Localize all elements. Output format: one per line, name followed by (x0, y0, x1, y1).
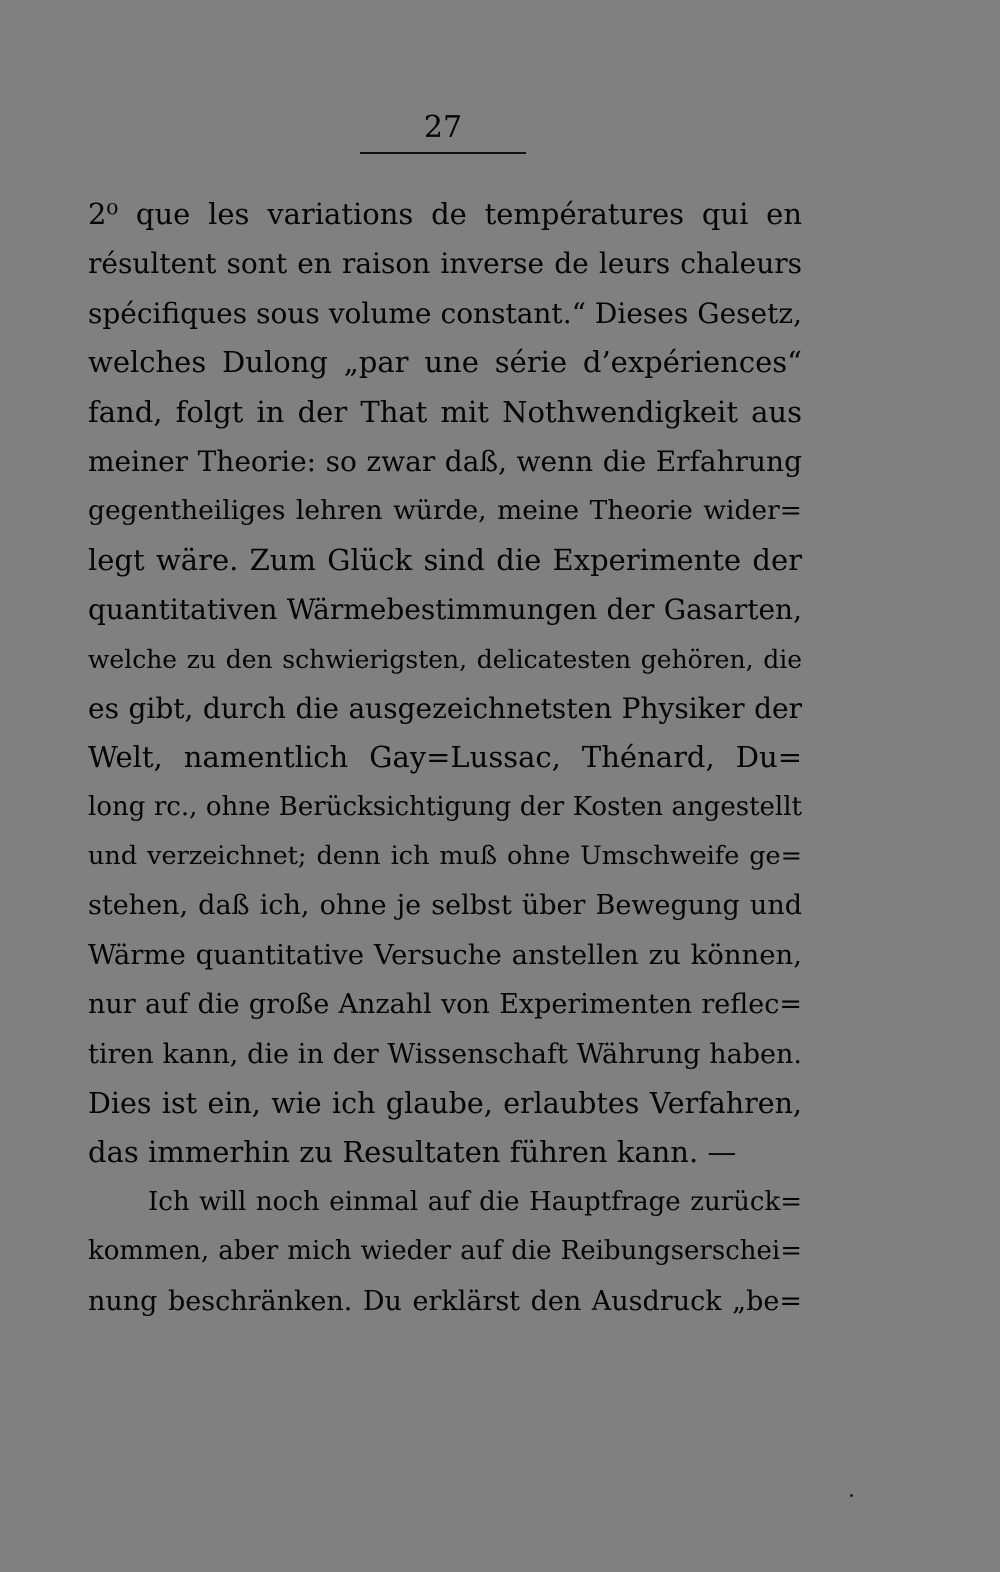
text-line: Wärme quantitative Versuche anstellen zu können, (88, 938, 802, 971)
text-line: meiner Theorie: so zwar daß, wenn die Erfahrung (88, 444, 802, 478)
text-line: es gibt, durch die ausgezeichnetsten Physiker der (88, 691, 802, 725)
text-line: das immerhin zu Resultaten führen kann. — (88, 1135, 737, 1170)
print-speck (850, 1494, 853, 1497)
body-text (88, 190, 802, 1326)
header-rule (360, 152, 526, 154)
text-line: résultent sont en raison inverse de leurs chaleurs (88, 247, 802, 281)
text-line: stehen, daß ich, ohne je selbst über Bewegung und (88, 890, 802, 922)
text-line: Welt, namentlich Gay=Lussac, Thénard, Du= (88, 740, 802, 775)
text-line: fand, folgt in der That mit Nothwendigkeit aus (88, 394, 802, 429)
text-line: nung beschränken. Du erklärst den Ausdruck „be= (88, 1285, 802, 1317)
text-line: tiren kann, die in der Wissenschaft Währung haben. (88, 1038, 802, 1070)
text-line: welche zu den schwierigsten, delicatesten gehören, die (88, 644, 802, 674)
text-line: long rc., ohne Berücksichtigung der Kosten angestellt (88, 791, 802, 822)
text-line: welches Dulong „par une série d’expériences“ (88, 345, 802, 380)
text-line: Dies ist ein, wie ich glaube, erlaubtes Verfahren, (88, 1087, 802, 1121)
text-line: 2⁰ que les variations de températures qui en (88, 197, 802, 231)
paragraph-start-line: Ich will noch einmal auf die Hauptfrage zurück= (148, 1186, 802, 1217)
text-line: nur auf die große Anzahl von Experimenten reflec= (88, 989, 802, 1021)
text-line: quantitativen Wärmebestimmungen der Gasarten, (88, 593, 802, 627)
text-line: legt wäre. Zum Glück sind die Experimente der (88, 542, 802, 577)
text-line: gegentheiliges lehren würde, meine Theorie wider= (88, 495, 802, 527)
text-line: und verzeichnet; denn ich muß ohne Umschweife ge= (88, 841, 802, 872)
text-line: kommen, aber mich wieder auf die Reibungserschei= (88, 1236, 802, 1267)
text-line: spécifiques sous volume constant.“ Dieses Gesetz, (88, 296, 802, 330)
page-number: 27 (423, 110, 463, 145)
